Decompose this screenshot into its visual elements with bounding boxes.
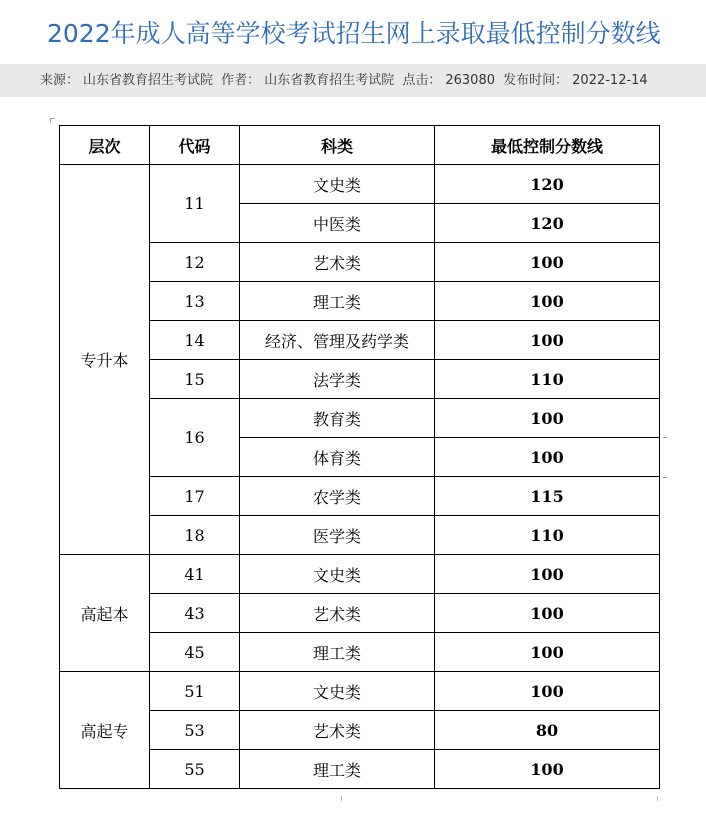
code-cell: 41 — [150, 555, 240, 594]
subject-cell: 艺术类 — [240, 711, 435, 750]
subject-cell: 文史类 — [240, 555, 435, 594]
article-title: 2022年成人高等学校考试招生网上录取最低控制分数线 — [47, 19, 661, 48]
score-cell: 110 — [435, 516, 660, 555]
code-cell: 16 — [150, 399, 240, 477]
header-score: 最低控制分数线 — [435, 126, 660, 165]
edge-tick-mark — [663, 477, 667, 478]
table-row — [60, 243, 660, 282]
text-corner-mark — [50, 118, 55, 123]
table-row — [60, 282, 660, 321]
subject-cell: 文史类 — [240, 165, 435, 204]
code-cell: 11 — [150, 165, 240, 243]
score-cell: 100 — [435, 399, 660, 438]
score-cell: 100 — [435, 594, 660, 633]
table-row — [60, 750, 660, 789]
table-row — [60, 165, 660, 204]
header-level: 层次 — [60, 126, 150, 165]
subject-cell: 理工类 — [240, 750, 435, 789]
score-table — [59, 125, 660, 789]
score-cell: 100 — [435, 633, 660, 672]
code-cell: 51 — [150, 672, 240, 711]
source-value: 山东省教育招生考试院 — [83, 73, 214, 88]
subject-cell: 理工类 — [240, 282, 435, 321]
code-cell: 17 — [150, 477, 240, 516]
code-cell: 13 — [150, 282, 240, 321]
table-row — [60, 711, 660, 750]
code-cell: 15 — [150, 360, 240, 399]
source-label: 来源： — [40, 73, 80, 88]
score-cell: 110 — [435, 360, 660, 399]
subject-cell: 体育类 — [240, 438, 435, 477]
clicks-value: 263080 — [445, 73, 495, 88]
table-row — [60, 321, 660, 360]
date-label: 发布时间： — [503, 73, 569, 88]
code-cell: 18 — [150, 516, 240, 555]
footer-mark — [657, 796, 658, 801]
subject-cell: 文史类 — [240, 672, 435, 711]
article-meta-bar — [0, 64, 706, 97]
code-cell: 55 — [150, 750, 240, 789]
subject-cell: 教育类 — [240, 399, 435, 438]
score-cell: 120 — [435, 204, 660, 243]
table-row — [60, 516, 660, 555]
author-label: 作者： — [221, 73, 261, 88]
subject-cell: 艺术类 — [240, 594, 435, 633]
header-code: 代码 — [150, 126, 240, 165]
subject-cell: 医学类 — [240, 516, 435, 555]
level-cell: 高起专 — [60, 672, 150, 789]
table-row — [60, 633, 660, 672]
header-subject: 科类 — [240, 126, 435, 165]
table-row — [60, 399, 660, 438]
subject-cell: 艺术类 — [240, 243, 435, 282]
score-cell: 100 — [435, 243, 660, 282]
level-cell: 专升本 — [60, 165, 150, 555]
score-cell: 100 — [435, 672, 660, 711]
table-row — [60, 594, 660, 633]
subject-cell: 理工类 — [240, 633, 435, 672]
subject-cell: 农学类 — [240, 477, 435, 516]
edge-tick-mark — [663, 437, 667, 438]
code-cell: 12 — [150, 243, 240, 282]
table-row — [60, 360, 660, 399]
score-cell: 100 — [435, 750, 660, 789]
table-row — [60, 672, 660, 711]
code-cell: 45 — [150, 633, 240, 672]
footer-mark — [341, 796, 342, 801]
score-cell: 100 — [435, 321, 660, 360]
code-cell: 14 — [150, 321, 240, 360]
score-cell: 115 — [435, 477, 660, 516]
table-row — [60, 477, 660, 516]
score-cell: 80 — [435, 711, 660, 750]
subject-cell: 经济、管理及药学类 — [240, 321, 435, 360]
code-cell: 53 — [150, 711, 240, 750]
clicks-label: 点击： — [402, 73, 442, 88]
author-value: 山东省教育招生考试院 — [264, 73, 395, 88]
subject-cell: 法学类 — [240, 360, 435, 399]
score-cell: 100 — [435, 282, 660, 321]
table-header-row — [60, 126, 660, 165]
date-value: 2022-12-14 — [572, 73, 648, 88]
table-row — [60, 555, 660, 594]
score-cell: 100 — [435, 438, 660, 477]
subject-cell: 中医类 — [240, 204, 435, 243]
score-cell: 120 — [435, 165, 660, 204]
code-cell: 43 — [150, 594, 240, 633]
score-cell: 100 — [435, 555, 660, 594]
level-cell: 高起本 — [60, 555, 150, 672]
